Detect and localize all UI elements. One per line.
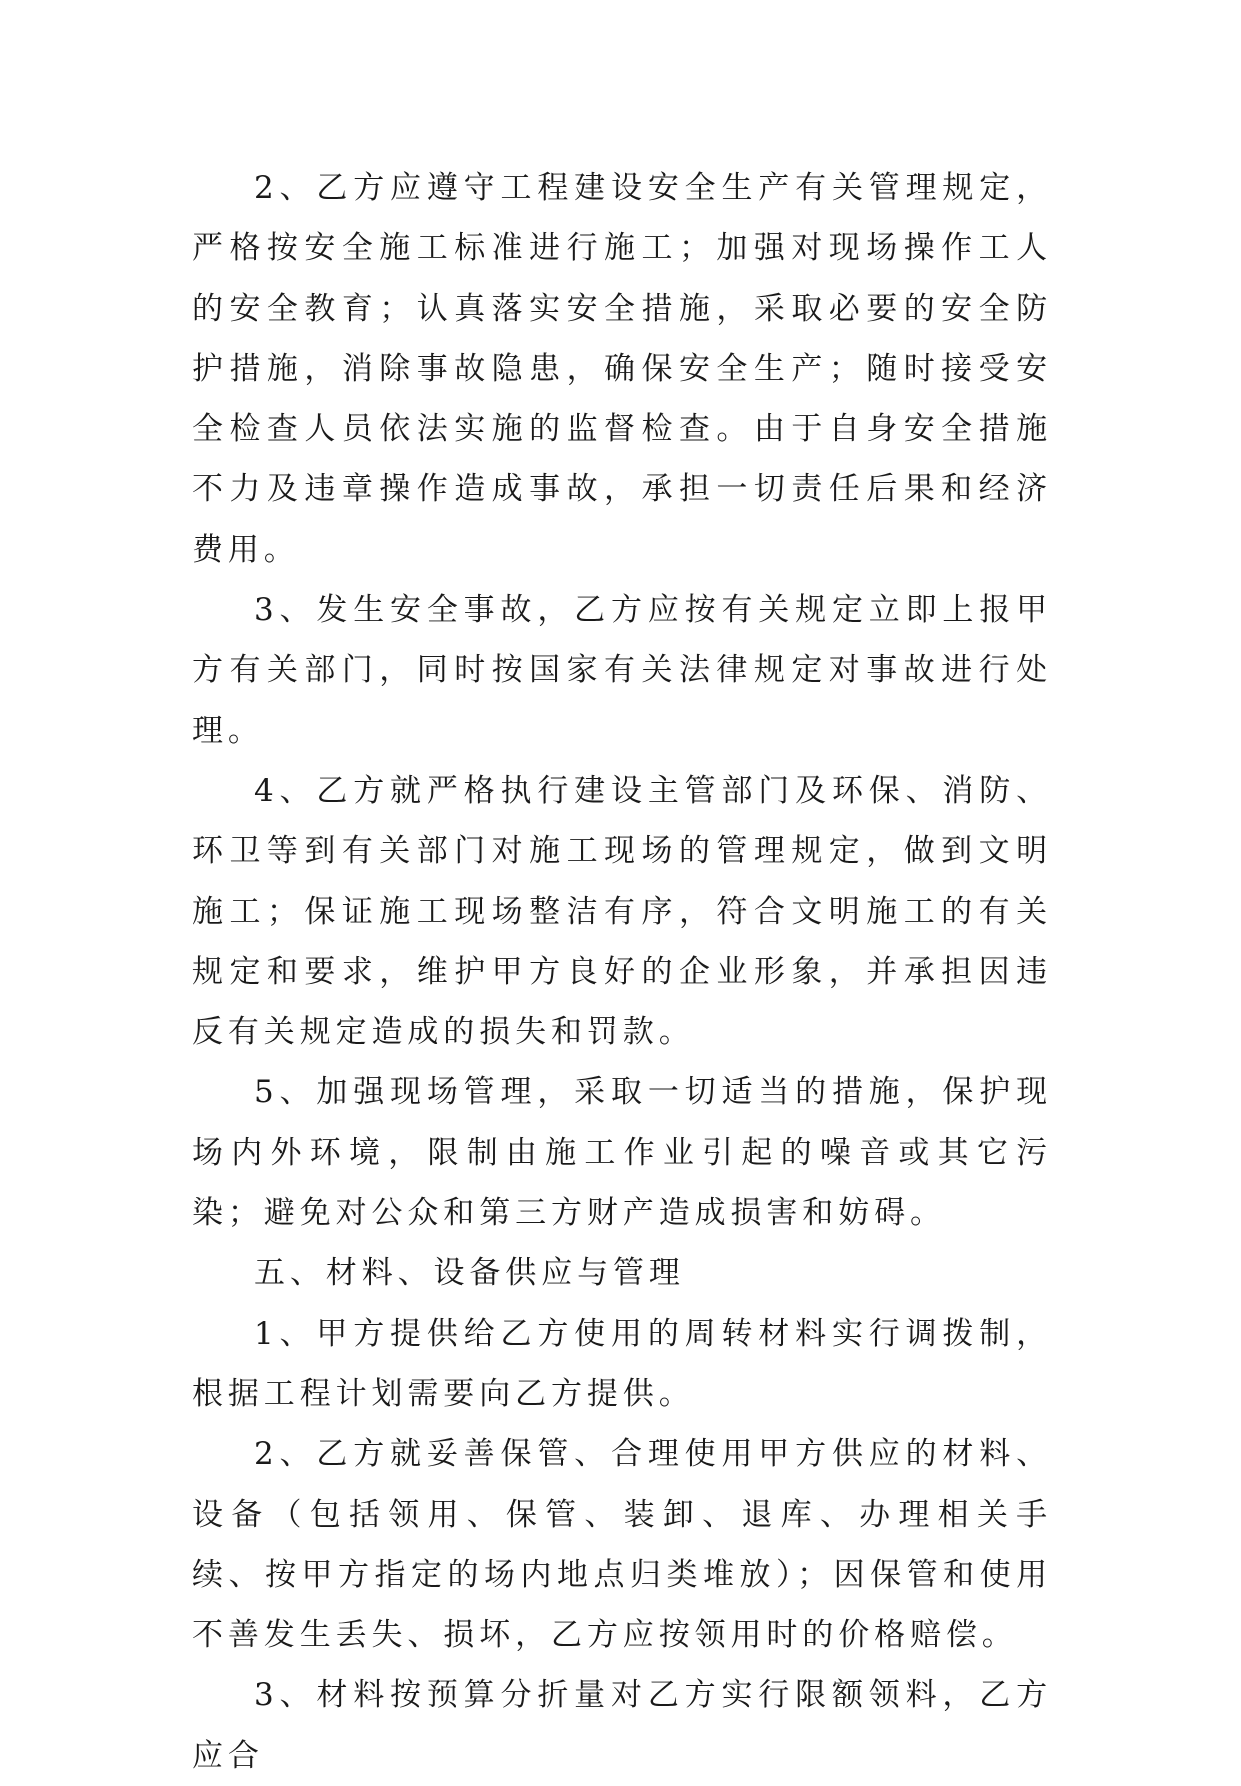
paragraph-accident-reporting: 3、发生安全事故，乙方应按有关规定立即上报甲方有关部门，同时按国家有关法律规定对事故进行处理。 — [192, 592, 1052, 749]
paragraph-materials-supply: 1、甲方提供给乙方使用的周转材料实行调拨制，根据工程计划需要向乙方提供。 — [192, 1315, 1052, 1412]
paragraph-civilized-construction: 4、乙方就严格执行建设主管部门及环保、消防、环卫等到有关部门对施工现场的管理规定，做到文明施工；保证施工现场整洁有序，符合文明施工的有关规定和要求，维护甲方良好的企业形象，并承担因违反有关规定造成的损失和罚款。 — [192, 772, 1052, 1051]
document-body — [192, 158, 1052, 1786]
paragraph-materials-custody: 2、乙方就妥善保管、合理使用甲方供应的材料、设备（包括领用、保管、装卸、退库、办理相关手续、按甲方指定的场内地点归类堆放）；因保管和使用不善发生丢失、损坏，乙方应按领用时的价格赔偿。 — [192, 1436, 1052, 1654]
paragraph-site-management: 5、加强现场管理，采取一切适当的措施，保护现场内外环境，限制由施工作业引起的噪音或其它污染；避免对公众和第三方财产造成损害和妨碍。 — [192, 1074, 1052, 1232]
paragraph-materials-quota: 3、材料按预算分折量对乙方实行限额领料，乙方应合 — [192, 1677, 1052, 1774]
paragraph-safety-regulations: 2、乙方应遵守工程建设安全生产有关管理规定，严格按安全施工标准进行施工；加强对现场操作工人的安全教育；认真落实安全措施，采取必要的安全防护措施，消除事故隐患，确保安全生产；随时接受安全检查人员依法实施的监督检查。由于自身安全措施不力及违章操作造成事故，承担一切责任后果和经济费用。 — [192, 170, 1052, 568]
section-heading-materials: 五、材料、设备供应与管理 — [254, 1255, 685, 1292]
